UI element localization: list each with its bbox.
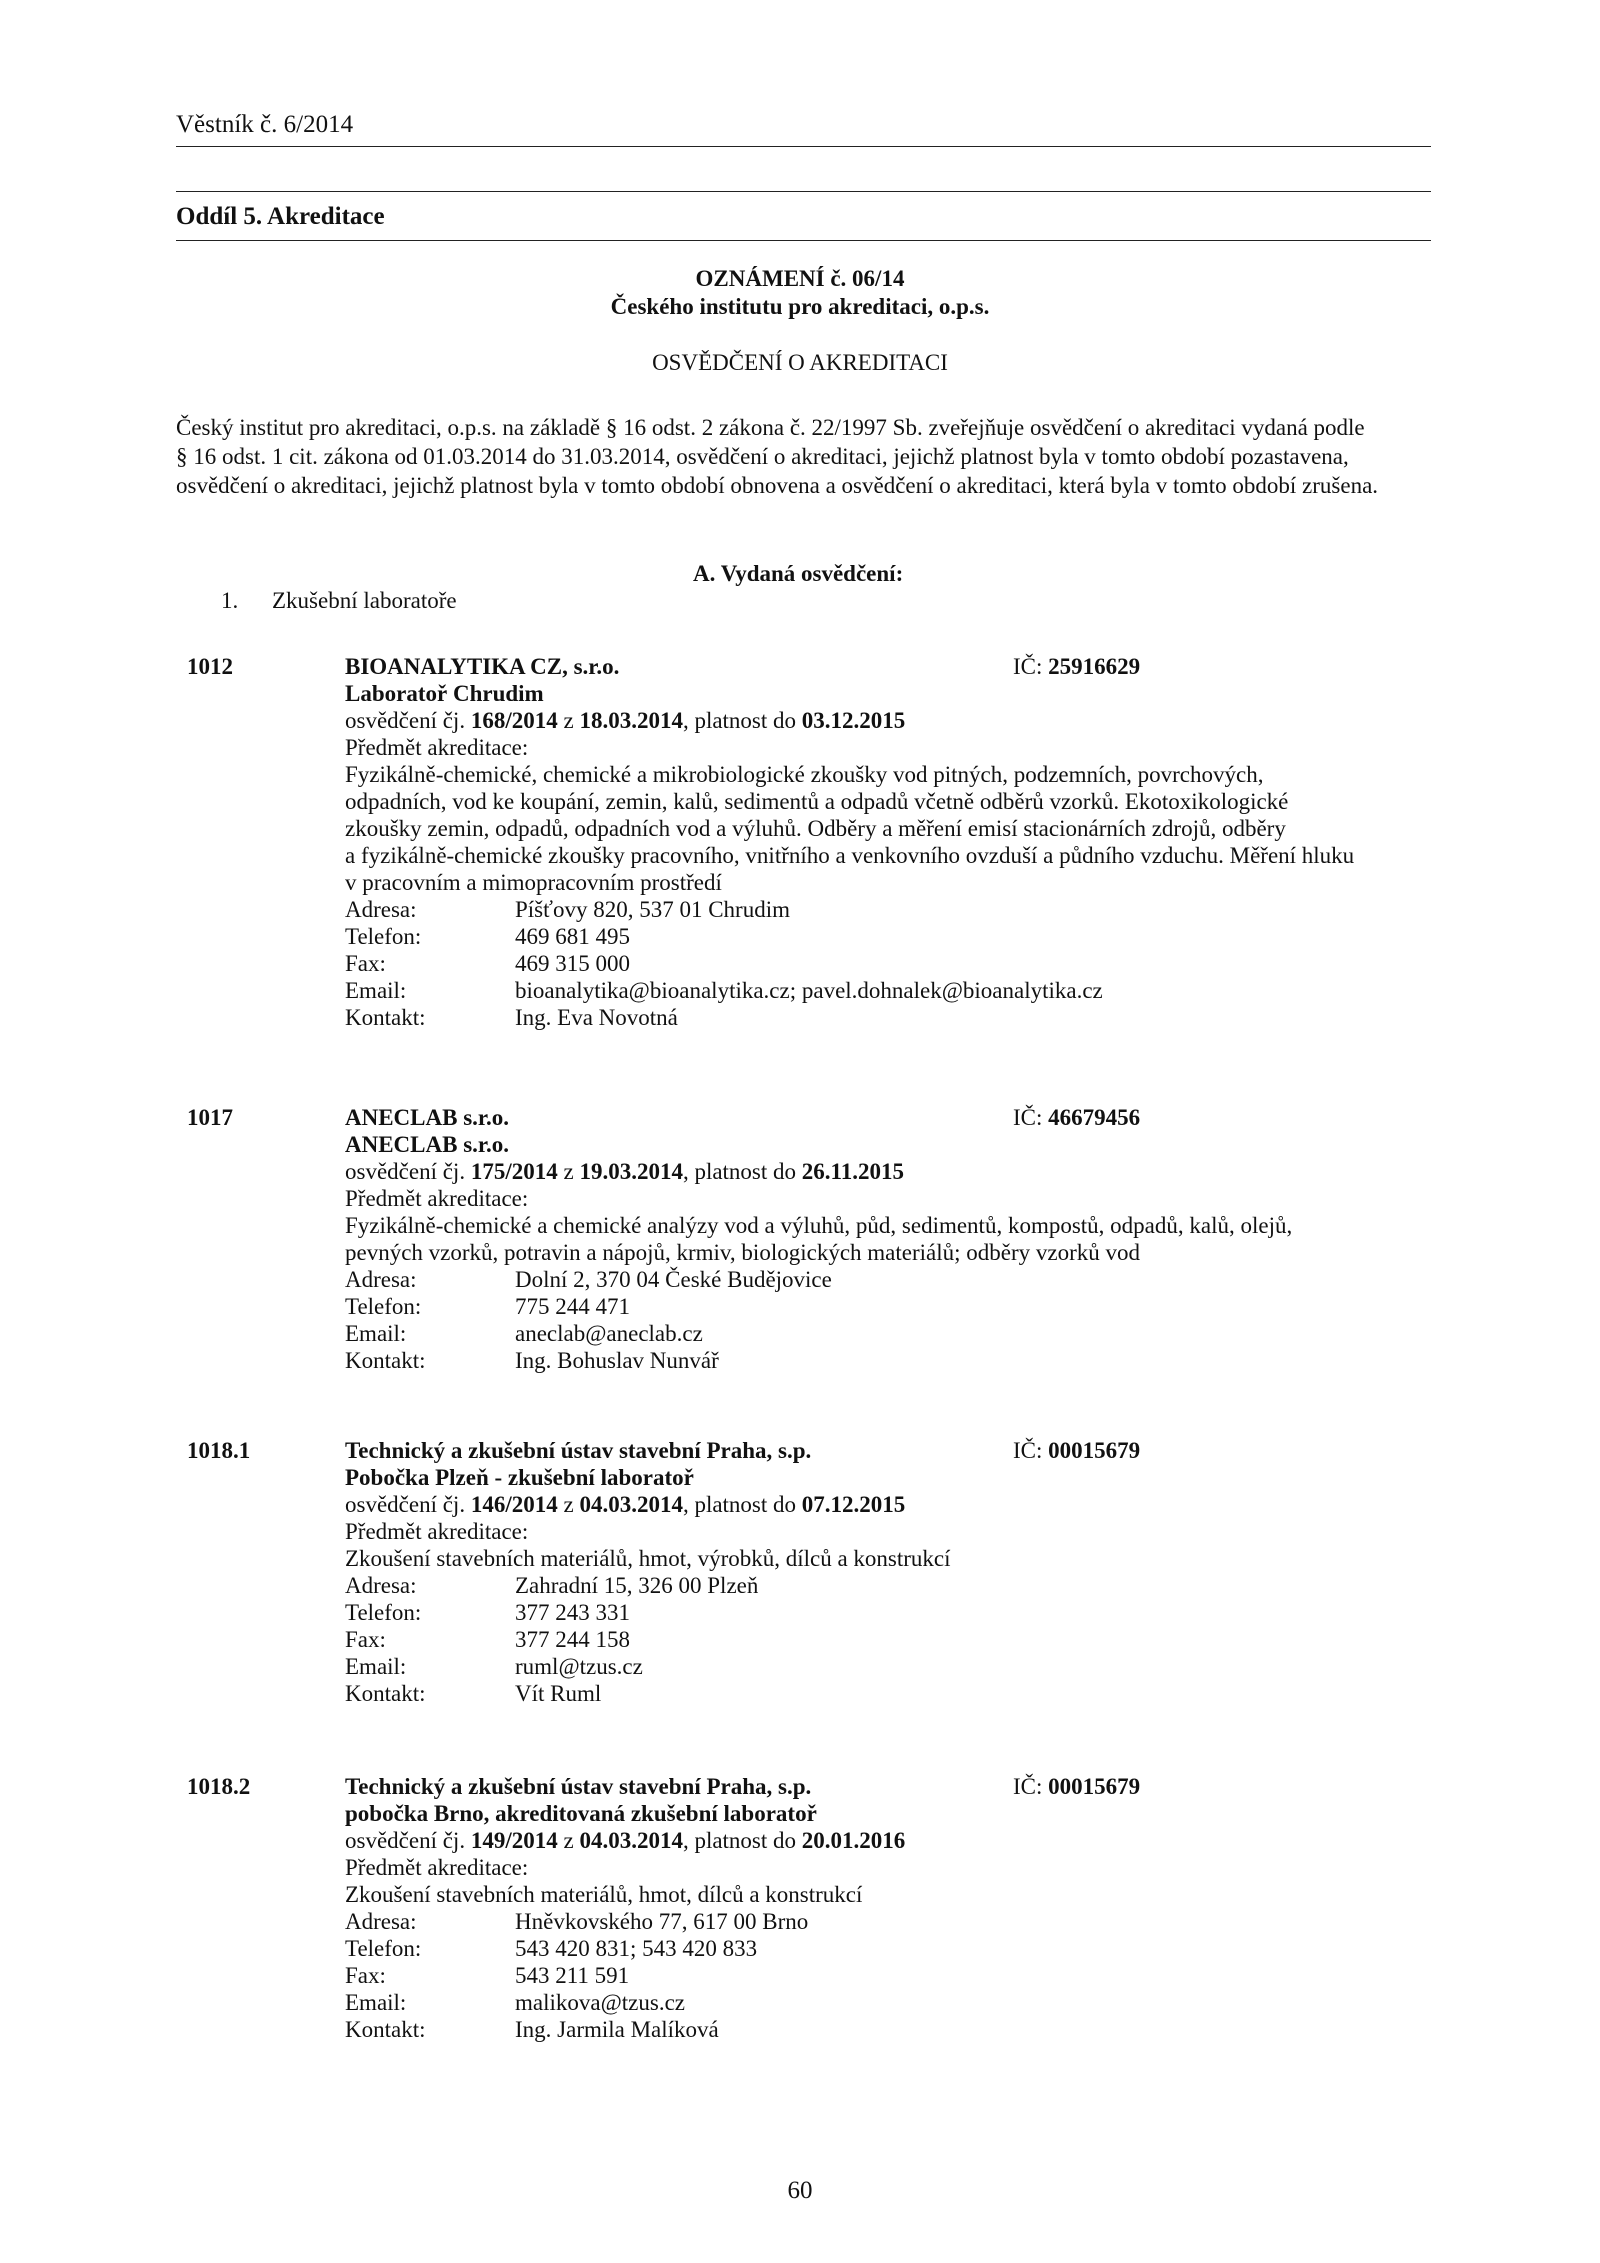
- section-bottom-rule: [176, 240, 1431, 241]
- contact-label: Fax:: [345, 951, 386, 976]
- ic-value: 00015679: [1048, 1774, 1141, 1799]
- contact-label: Kontakt:: [345, 1681, 426, 1706]
- contact-row-address: [345, 1908, 1445, 1935]
- list-number: 1.: [221, 588, 239, 613]
- cert-from-label: z: [563, 1828, 574, 1853]
- subject-line: Zkoušení stavebních materiálů, hmot, dílců a konstrukcí: [345, 1882, 863, 1907]
- contact-value: Hněvkovského 77, 617 00 Brno: [515, 1909, 809, 1934]
- contact-value: Píšťovy 820, 537 01 Chrudim: [515, 897, 790, 922]
- contact-row-address: [345, 1266, 1445, 1293]
- cert-number: 146/2014: [470, 1492, 558, 1517]
- cert-date: 04.03.2014: [579, 1492, 683, 1517]
- subject-line: v pracovním a mimopracovním prostředí: [345, 870, 722, 895]
- subject-line: Zkoušení stavebních materiálů, hmot, výrobků, dílců a konstrukcí: [345, 1546, 951, 1571]
- entry-unit: Laboratoř Chrudim: [345, 681, 544, 706]
- valid-label: , platnost do: [682, 1492, 797, 1517]
- contact-label: Adresa:: [345, 1267, 417, 1292]
- contact-label: Kontakt:: [345, 2017, 426, 2042]
- contact-row-email: [345, 977, 1445, 1004]
- ic-label: IČ:: [1013, 654, 1043, 679]
- valid-until: 07.12.2015: [801, 1492, 906, 1517]
- cert-prefix: osvědčení čj.: [345, 1159, 466, 1184]
- contact-row-email: [345, 1653, 1445, 1680]
- cert-number: 168/2014: [470, 708, 558, 733]
- announcement-institute: Českého institutu pro akreditaci, o.p.s.: [610, 294, 990, 319]
- entry-name: Technický a zkušební ústav stavební Praha, s.p.: [345, 1774, 812, 1799]
- contact-row-fax: [345, 1626, 1445, 1653]
- subject-line: Fyzikálně-chemické a chemické analýzy vod a výluhů, půd, sedimentů, kompostů, odpadů, kalů, olejů,: [345, 1213, 1293, 1238]
- contact-row-fax: [345, 1962, 1445, 1989]
- cert-prefix: osvědčení čj.: [345, 1492, 466, 1517]
- entry-number: 1012: [187, 654, 233, 679]
- contact-value: 775 244 471: [515, 1294, 630, 1319]
- cert-date: 18.03.2014: [579, 708, 683, 733]
- ic-label: IČ:: [1013, 1438, 1043, 1463]
- journal-title: Věstník č. 6/2014: [176, 111, 354, 138]
- entry-name: ANECLAB s.r.o.: [345, 1105, 510, 1130]
- contact-value: malikova@tzus.cz: [515, 1990, 685, 2015]
- cert-from-label: z: [563, 1492, 574, 1517]
- subject-line: Fyzikálně-chemické, chemické a mikrobiologické zkoušky vod pitných, podzemních, povrchových,: [345, 762, 1264, 787]
- valid-until: 20.01.2016: [801, 1828, 906, 1853]
- entry-unit: ANECLAB s.r.o.: [345, 1132, 510, 1157]
- contact-row-fax: [345, 950, 1445, 977]
- intro-line: osvědčení o akreditaci, jejichž platnost byla v tomto období obnovena a osvědčení o akreditaci, která byla v tomto období zrušena.: [176, 473, 1379, 498]
- certificate-line: [345, 1158, 1445, 1185]
- subject-label: Předmět akreditace:: [345, 1855, 529, 1880]
- entry-name: BIOANALYTIKA CZ, s.r.o.: [345, 654, 620, 679]
- contact-value: 469 681 495: [515, 924, 630, 949]
- contact-label: Email:: [345, 1321, 407, 1346]
- subject-line: a fyzikálně-chemické zkoušky pracovního, vnitřního a venkovního ovzduší a půdního vzduchu. Měření hluku: [345, 843, 1355, 868]
- header-rule: [176, 146, 1431, 147]
- contact-value: 469 315 000: [515, 951, 630, 976]
- valid-until: 03.12.2015: [801, 708, 906, 733]
- contact-label: Adresa:: [345, 1573, 417, 1598]
- certificate-line: [345, 1827, 1445, 1854]
- intro-paragraph: [176, 413, 1432, 500]
- entry-unit: pobočka Brno, akreditovaná zkušební laboratoř: [345, 1801, 817, 1826]
- contact-row-address: [345, 1572, 1445, 1599]
- contact-row-person: [345, 1004, 1445, 1031]
- contact-row-person: [345, 2016, 1445, 2043]
- entry-number: 1018.2: [187, 1774, 251, 1799]
- contact-value: Dolní 2, 370 04 České Budějovice: [515, 1267, 832, 1292]
- valid-label: , platnost do: [682, 1159, 797, 1184]
- contact-row-phone: [345, 1599, 1445, 1626]
- contact-value: 543 211 591: [515, 1963, 630, 1988]
- cert-date: 19.03.2014: [579, 1159, 683, 1184]
- part-a-heading: A. Vydaná osvědčení:: [693, 561, 904, 586]
- subject-line: zkoušky zemin, odpadů, odpadních vod a výluhů. Odběry a měření emisí stacionárních zdrojů, odběry: [345, 816, 1286, 841]
- announcement-subtitle: OSVĚDČENÍ O AKREDITACI: [652, 350, 948, 375]
- contact-value: ruml@tzus.cz: [515, 1654, 643, 1679]
- cert-from-label: z: [563, 708, 574, 733]
- contact-label: Kontakt:: [345, 1348, 426, 1373]
- contact-label: Fax:: [345, 1963, 386, 1988]
- contact-value: Ing. Eva Novotná: [515, 1005, 678, 1030]
- contact-value: Zahradní 15, 326 00 Plzeň: [515, 1573, 759, 1598]
- certificate-line: [345, 1491, 1445, 1518]
- valid-label: , platnost do: [682, 1828, 797, 1853]
- valid-label: , platnost do: [682, 708, 797, 733]
- ic-value: 46679456: [1048, 1105, 1141, 1130]
- ic-value: 25916629: [1048, 654, 1141, 679]
- intro-line: § 16 odst. 1 cit. zákona od 01.03.2014 do 31.03.2014, osvědčení o akreditaci, jejichž platnost byla v tomto období pozastavena,: [176, 444, 1349, 469]
- certificate-line: [345, 707, 1445, 734]
- contact-row-person: [345, 1680, 1445, 1707]
- cert-prefix: osvědčení čj.: [345, 1828, 466, 1853]
- cert-date: 04.03.2014: [579, 1828, 683, 1853]
- contact-label: Telefon:: [345, 1294, 422, 1319]
- contact-value: bioanalytika@bioanalytika.cz; pavel.dohnalek@bioanalytika.cz: [515, 978, 1103, 1003]
- ic-label: IČ:: [1013, 1774, 1043, 1799]
- contact-row-email: [345, 1989, 1445, 2016]
- cert-from-label: z: [563, 1159, 574, 1184]
- contact-label: Adresa:: [345, 1909, 417, 1934]
- contact-label: Telefon:: [345, 1600, 422, 1625]
- contact-row-person: [345, 1347, 1445, 1374]
- contact-value: Ing. Bohuslav Nunvář: [515, 1348, 719, 1373]
- contact-row-address: [345, 896, 1445, 923]
- list-label: Zkušební laboratoře: [272, 588, 457, 613]
- contact-value: 543 420 831; 543 420 833: [515, 1936, 758, 1961]
- contact-value: aneclab@aneclab.cz: [515, 1321, 703, 1346]
- contact-value: 377 244 158: [515, 1627, 630, 1652]
- contact-label: Adresa:: [345, 897, 417, 922]
- subject-line: pevných vzorků, potravin a nápojů, krmiv, biologických materiálů; odběry vzorků vod: [345, 1240, 1140, 1265]
- contact-value: Vít Ruml: [515, 1681, 602, 1706]
- contact-label: Telefon:: [345, 1936, 422, 1961]
- cert-number: 175/2014: [470, 1159, 558, 1184]
- subject-label: Předmět akreditace:: [345, 735, 529, 760]
- contact-label: Fax:: [345, 1627, 386, 1652]
- contact-label: Kontakt:: [345, 1005, 426, 1030]
- cert-number: 149/2014: [470, 1828, 558, 1853]
- subject-line: odpadních, vod ke koupání, zemin, kalů, sedimentů a odpadů včetně odběrů vzorků. Ekotoxikologické: [345, 789, 1289, 814]
- entry-number: 1018.1: [187, 1438, 251, 1463]
- subject-label: Předmět akreditace:: [345, 1186, 529, 1211]
- contact-row-phone: [345, 923, 1445, 950]
- contact-label: Email:: [345, 1654, 407, 1679]
- contact-row-phone: [345, 1293, 1445, 1320]
- contact-value: Ing. Jarmila Malíková: [515, 2017, 719, 2042]
- announcement-title: OZNÁMENÍ č. 06/14: [695, 266, 905, 291]
- contact-row-email: [345, 1320, 1445, 1347]
- ic-value: 00015679: [1048, 1438, 1141, 1463]
- contact-label: Telefon:: [345, 924, 422, 949]
- contact-label: Email:: [345, 978, 407, 1003]
- entry-unit: Pobočka Plzeň - zkušební laboratoř: [345, 1465, 694, 1490]
- cert-prefix: osvědčení čj.: [345, 708, 466, 733]
- page-number: 60: [787, 2177, 813, 2204]
- intro-line: Český institut pro akreditaci, o.p.s. na základě § 16 odst. 2 zákona č. 22/1997 Sb. zveřejňuje osvědčení o akreditaci vydaná podle: [176, 415, 1365, 440]
- entry-name: Technický a zkušební ústav stavební Praha, s.p.: [345, 1438, 812, 1463]
- section-top-rule: [176, 191, 1431, 192]
- section-title: Oddíl 5. Akreditace: [176, 203, 385, 230]
- entry-number: 1017: [187, 1105, 233, 1130]
- contact-label: Email:: [345, 1990, 407, 2015]
- subject-label: Předmět akreditace:: [345, 1519, 529, 1544]
- contact-row-phone: [345, 1935, 1445, 1962]
- ic-label: IČ:: [1013, 1105, 1043, 1130]
- valid-until: 26.11.2015: [801, 1159, 905, 1184]
- contact-value: 377 243 331: [515, 1600, 630, 1625]
